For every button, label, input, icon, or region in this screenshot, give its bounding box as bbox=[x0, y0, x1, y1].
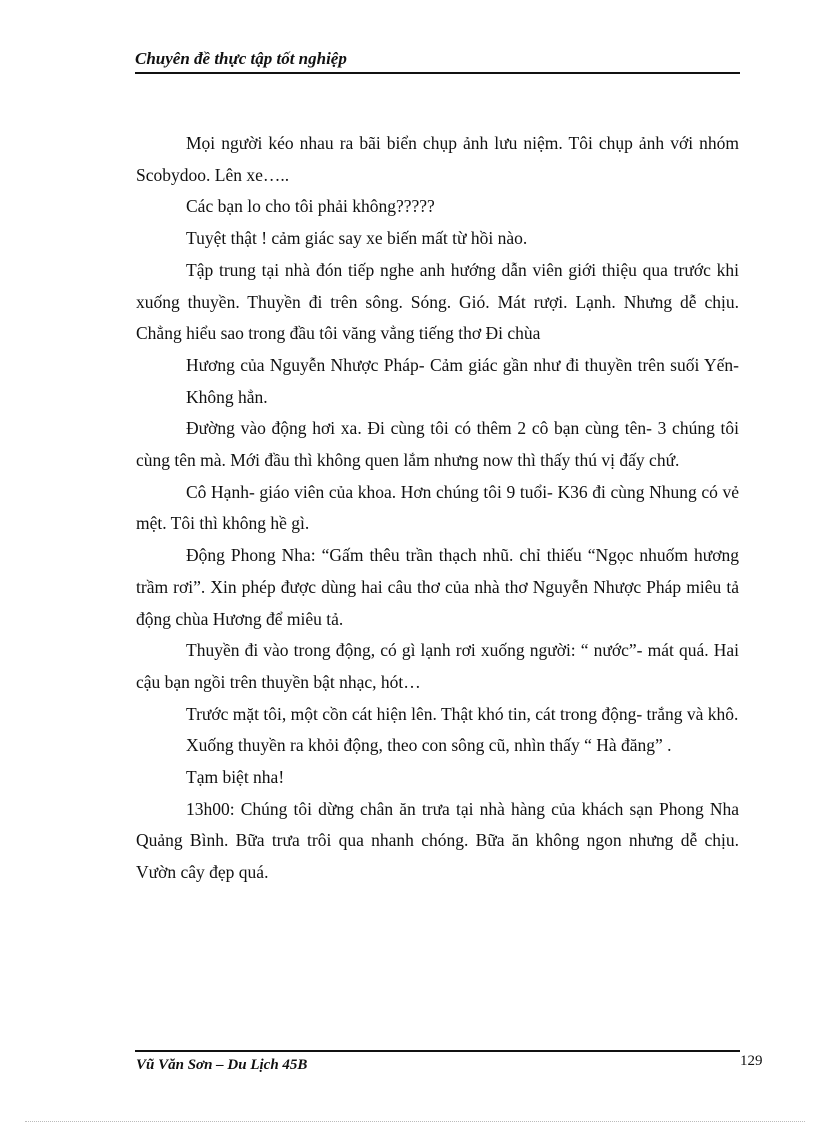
paragraph: Đường vào động hơi xa. Đi cùng tôi có thêm 2 cô bạn cùng tên- 3 chúng tôi cùng tên mà. Mới đầu thì không quen lắm nhưng now thì thấy thú vị đấy chứ. bbox=[136, 418, 739, 471]
page-edge-divider bbox=[25, 1121, 805, 1122]
document-body bbox=[136, 128, 739, 889]
paragraph: 13h00: Chúng tôi dừng chân ăn trưa tại nhà hàng của khách sạn Phong Nha Quảng Bình. Bữa trưa trôi qua nhanh chóng. Bữa ăn không ngon nhưng dễ chịu. Vườn cây đẹp quá. bbox=[136, 798, 739, 883]
paragraph: Thuyền đi vào trong động, có gì lạnh rơi xuống người: “ nước”- mát quá. Hai cậu bạn ngồi trên thuyền bật nhạc, hót… bbox=[136, 640, 739, 692]
paragraph: Xuống thuyền ra khỏi động, theo con sông cũ, nhìn thấy “ Hà đăng” . bbox=[186, 735, 672, 756]
header-title: Chuyên đề thực tập tốt nghiệp bbox=[135, 49, 347, 68]
paragraph: Các bạn lo cho tôi phải không????? bbox=[186, 196, 435, 217]
paragraph: Động Phong Nha: “Gấm thêu trần thạch nhũ. chỉ thiếu “Ngọc nhuốm hương trầm rơi”. Xin phép được dùng hai câu thơ của nhà thơ Nguyễn Nhược Pháp miêu tả động chùa Hương để miêu tả. bbox=[136, 545, 739, 629]
paragraph: Cô Hạnh- giáo viên của khoa. Hơn chúng tôi 9 tuổi- K36 đi cùng Nhung có vẻ mệt. Tôi thì không hề gì. bbox=[136, 481, 739, 534]
paragraph: Mọi người kéo nhau ra bãi biển chụp ảnh lưu niệm. Tôi chụp ảnh với nhóm Scobydoo. Lên xe….. bbox=[136, 133, 739, 185]
paragraph: Hương của Nguyễn Nhược Pháp- Cảm giác gần như đi thuyền trên suối Yến- Không hẳn. bbox=[186, 354, 739, 407]
page-header bbox=[135, 48, 740, 74]
footer-rule bbox=[135, 1050, 740, 1052]
footer-author: Vũ Văn Sơn – Du Lịch 45B bbox=[136, 1057, 308, 1073]
paragraph: Trước mặt tôi, một cồn cát hiện lên. Thật khó tin, cát trong động- trắng và khô. bbox=[186, 703, 739, 724]
paragraph: Tạm biệt nha! bbox=[186, 767, 285, 788]
paragraph: Tập trung tại nhà đón tiếp nghe anh hướng dẫn viên giới thiệu qua trước khi xuống thuyền. Thuyền đi trên sông. Sóng. Gió. Mát rượi. Lạnh. Nhưng dễ chịu. Chẳng hiểu sao trong đầu tôi văng vẳng tiếng thơ Đi chùa bbox=[136, 259, 739, 344]
paragraph: Tuyệt thật ! cảm giác say xe biến mất từ hồi nào. bbox=[186, 228, 528, 249]
page-number: 129 bbox=[740, 1053, 763, 1069]
